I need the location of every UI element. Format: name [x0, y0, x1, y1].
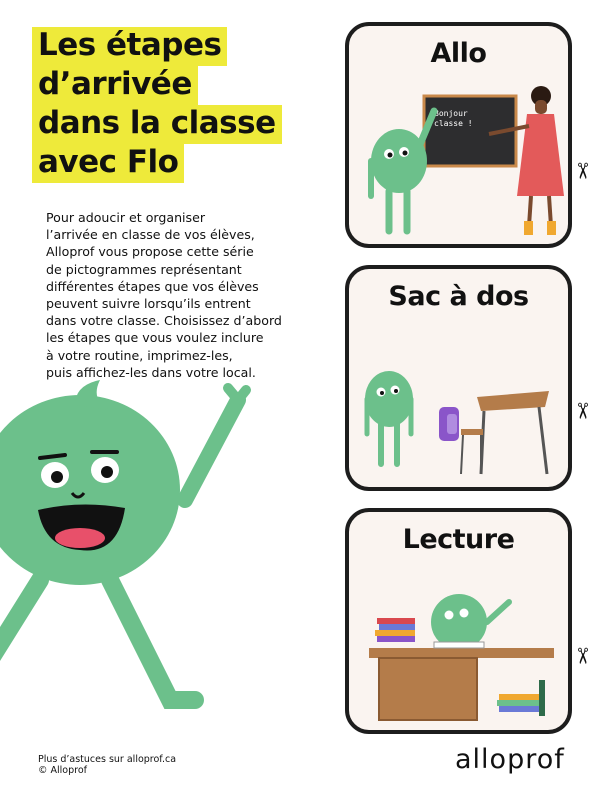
card-allo [345, 22, 572, 248]
footer [38, 754, 176, 776]
card-title: Lecture [402, 524, 515, 555]
title-line: Les étapes [32, 27, 227, 66]
intro-line: dans votre classe. Choisissez d’abord [46, 313, 282, 329]
card-title: Sac à dos [388, 281, 529, 312]
chalkboard-text: Bonjour [434, 109, 468, 118]
intro-line: l’arrivée en classe de vos élèves, [46, 227, 255, 243]
chalkboard-text: classe ! [434, 119, 473, 128]
backpack-illustration [349, 269, 572, 491]
intro-line: Alloprof vous propose cette série [46, 244, 254, 260]
footer-link-text[interactable]: Plus d’astuces sur alloprof.ca [38, 754, 177, 765]
intro-line: puis affichez-les dans votre local. [46, 364, 256, 380]
intro-line: Pour adoucir et organiser [46, 210, 206, 225]
intro-line: de pictogrammes représentant [46, 261, 242, 277]
intro-line: à votre routine, imprimez-les, [46, 347, 233, 363]
title-line: dans la classe [32, 105, 282, 144]
flo-character-illustration [0, 380, 260, 750]
intro-line: différentes étapes que vos élèves [46, 278, 259, 294]
title-line: d’arrivée [32, 66, 198, 105]
card-lecture [345, 508, 572, 734]
scissors-icon: ✂ [569, 401, 595, 421]
intro-line: peuvent suivre lorsqu’ils entrent [46, 296, 251, 312]
page-title [38, 27, 282, 183]
title-line: avec Flo [32, 144, 184, 183]
reading-illustration [349, 512, 572, 734]
intro-line: les étapes que vous voulez inclure [46, 330, 264, 346]
alloprof-logo: alloprof [455, 744, 565, 775]
scissors-icon: ✂ [569, 161, 595, 181]
card-sac-a-dos [345, 265, 572, 491]
scissors-icon: ✂ [569, 646, 595, 666]
intro-paragraph [46, 209, 316, 381]
allo-illustration [349, 26, 572, 248]
copyright: © Alloprof [38, 765, 87, 776]
card-title: Allo [430, 38, 487, 69]
